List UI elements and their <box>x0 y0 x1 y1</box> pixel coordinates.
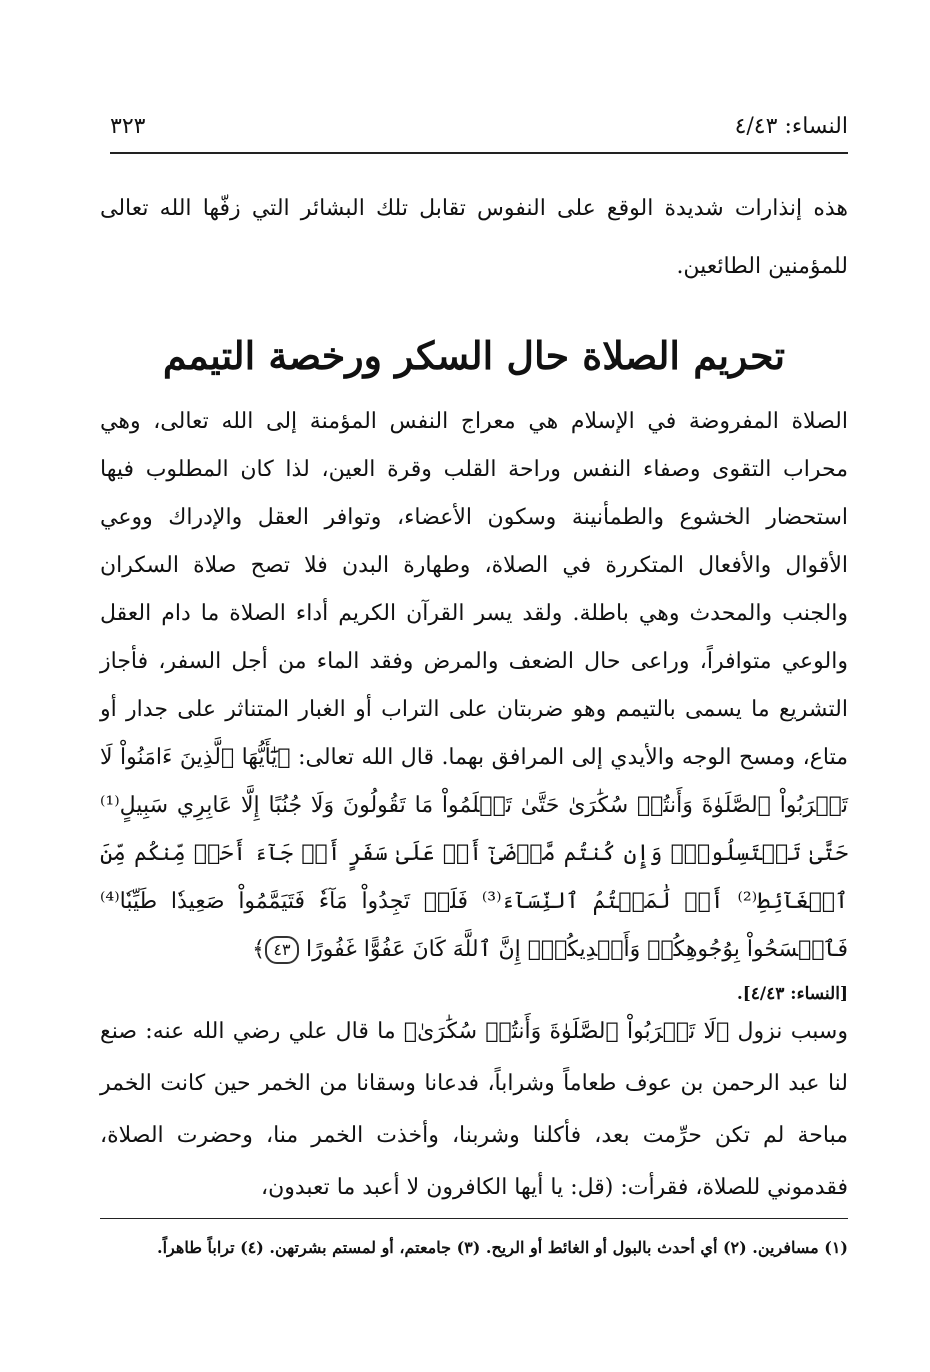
surah-reference: النساء: ٤/٤٣ <box>734 114 848 139</box>
revelation-cause-paragraph: وسبب نزول ﴿لَا تَقۡرَبُواْ ٱلصَّلَوٰةَ وَأَنتُمۡ سُكَٰرَىٰ﴾ ما قال علي رضي الله عنه: صنع لنا عبد الرحمن بن عوف طعاماً وشراباً، فدعانا وسقانا من الخمر حين كانت الخمر مباحة لم تكن حرِّمت بعد، فأكلنا وشربنا، وأخذت الخمر منا، وحضرت الصلاة، فقدموني للصلاة، فقرأت: (قل: يا أيها الكافرون لا أعبد ما تعبدون، <box>100 1019 849 1200</box>
footnote-divider <box>100 1218 848 1219</box>
section-title: تحريم الصلاة حال السكر ورخصة التيمم <box>162 333 786 378</box>
intro-paragraph: هذه إنذارات شديدة الوقع على النفوس تقابل تلك البشائر التي زفّها الله تعالى للمؤمنين الطائعين. <box>100 196 848 279</box>
ayah-number-marker: ٤٣ <box>265 936 299 964</box>
book-page <box>100 100 848 1300</box>
page-number: ٣٢٣ <box>110 114 146 139</box>
verse-close-bracket: ﴾ <box>252 937 265 962</box>
main-paragraph <box>100 398 848 1014</box>
quran-verse: ﴿يَٰٓأَيُّهَا ٱلَّذِينَ ءَامَنُواْ لَا تَقۡرَبُواْ ٱلصَّلَوٰةَ وَأَنتُمۡ سُكَٰرَىٰ حَتَّىٰ تَعۡلَمُواْ مَا تَقُولُونَ وَلَا جُنُبًا إِلَّا عَابِرِي سَبِيلٍ⁽¹⁾ حَتَّىٰ تَغۡتَسِلُواْۚ وَإِن كُنتُم مَّرۡضَىٰٓ أَوۡ عَلَىٰ سَفَرٍ أَوۡ جَآءَ أَحَدٞ مِّنكُم مِّنَ ٱلۡغَآئِطِ⁽²⁾ أَوۡ لَٰمَسۡتُمُ ٱلنِّسَآءَ⁽³⁾ فَلَمۡ تَجِدُواْ مَآءٗ فَتَيَمَّمُواْ صَعِيدٗا طَيِّبٗا⁽⁴⁾ فَٱمۡسَحُواْ بِوُجُوهِكُمۡ وَأَيۡدِيكُمۡۗ إِنَّ ٱللَّهَ كَانَ عَفُوًّا غَفُورًا <box>100 745 848 962</box>
body-text: الصلاة المفروضة في الإسلام هي معراج النفس المؤمنة إلى الله تعالى، وهي محراب التقوى وصفاء النفس وراحة القلب وقرة العين، لذا كان المطلوب فيها استحضار الخشوع والطمأنينة وسكون الأعضاء، وتوافر العقل والإدراك ووعي الأقوال والأفعال المتكررة في الصلاة، وطهارة البدن فلا تصح صلاة السكران والجنب والمحدث وهي باطلة. ولقد يسر القرآن الكريم أداء الصلاة ما دام العقل والوعي متوافراً، وراعى حال الضعف والمرض وفقد الماء من أجل السفر، فأجاز التشريع ما يسمى بالتيمم وهو ضربتان على التراب أو الغبار المتناثر على جدار أو متاع، ومسح الوجه والأيدي إلى المرافق بهما. قال الله تعالى: <box>100 409 849 770</box>
verse-reference: [النساء: ٤/٤٣]. <box>736 984 848 1004</box>
footnotes: (١) مسافرين. (٢) أي أحدث بالبول أو الغائط أو الريح. (٣) جامعتم، أو لمستم بشرتهن. (٤) تراباً طاهراً. <box>157 1238 848 1257</box>
page-header <box>100 100 848 140</box>
header-divider <box>110 152 848 154</box>
